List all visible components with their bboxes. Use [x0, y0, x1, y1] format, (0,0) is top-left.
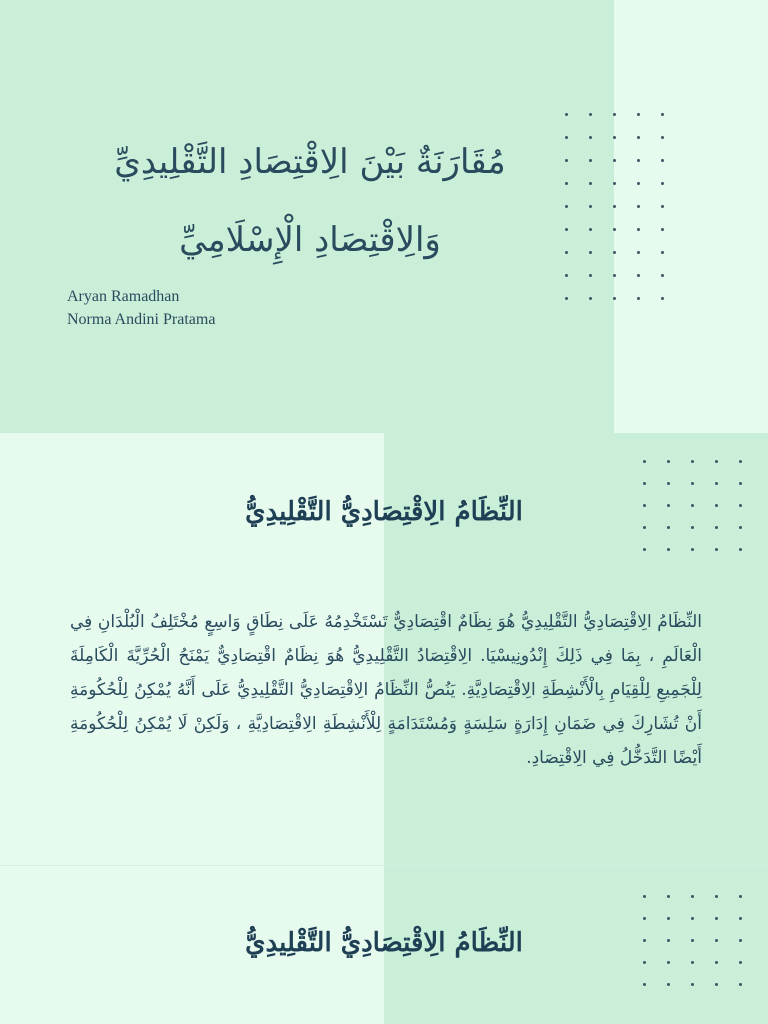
- decorative-dot: [613, 159, 616, 162]
- decorative-dot: [589, 228, 592, 231]
- decorative-dot: [565, 113, 568, 116]
- decorative-dot: [667, 961, 670, 964]
- decorative-dot: [739, 917, 742, 920]
- decorative-dot: [589, 274, 592, 277]
- decorative-dot: [637, 228, 640, 231]
- decorative-dot: [613, 228, 616, 231]
- decorative-dot: [643, 548, 646, 551]
- decorative-dot: [589, 297, 592, 300]
- decorative-dot: [637, 205, 640, 208]
- decorative-dot: [589, 182, 592, 185]
- decorative-dot: [613, 136, 616, 139]
- decorative-dot: [565, 228, 568, 231]
- decorative-dot: [715, 917, 718, 920]
- decorative-dot: [589, 113, 592, 116]
- decorative-dot: [667, 895, 670, 898]
- section-1-paragraph: النِّظَامُ الِاقْتِصَادِيُّ التَّقْلِيدِيُّ هُوَ نِظَامٌ اقْتِصَادِيٌّ تَسْتَخْدِمُهُ عَلَى نِطَاقٍ وَاسِعٍ مُخْتَلِفُ الْبُلْدَانِ فِي الْعَالَمِ ، بِمَا فِي ذَلِكَ إِنْدُونِيسْيَا. الِاقْتِصَادُ التَّقْلِيدِيُّ هُوَ نِظَامٌ اقْتِصَادِيٌّ يَمْنَحُ الْحُرِّيَّةَ الْكَامِلَةَ لِلْجَمِيعِ لِلْقِيَامِ بِالْأَنْشِطَةِ الِاقْتِصَادِيَّةِ. يَنُصُّ النِّظَامُ الِاقْتِصَادِيُّ التَّقْلِيدِيُّ عَلَى أَنَّهُ يُمْكِنُ لِلْحُكُومَةِ أَنْ تُشَارِكَ فِي ضَمَانِ إِدَارَةٍ سَلِسَةٍ وَمُسْتَدَامَةٍ لِلْأَنْشِطَةِ الِاقْتِصَادِيَّةِ ، وَلَكِنْ لَا يُمْكِنُ لِلْحُكُومَةِ أَيْضًا التَّدَخُّلُ فِي الِاقْتِصَادِ.: [70, 612, 702, 768]
- decorative-dot: [739, 895, 742, 898]
- decorative-dot: [637, 182, 640, 185]
- decorative-dot: [715, 482, 718, 485]
- decorative-dot: [667, 548, 670, 551]
- decorative-dot: [565, 297, 568, 300]
- decorative-dot: [667, 983, 670, 986]
- decorative-dot: [667, 460, 670, 463]
- decorative-dot: [637, 251, 640, 254]
- decorative-dot: [589, 136, 592, 139]
- decorative-dot: [643, 460, 646, 463]
- decorative-dot: [691, 917, 694, 920]
- decorative-dot: [691, 983, 694, 986]
- decorative-dot: [739, 548, 742, 551]
- decorative-dot: [643, 895, 646, 898]
- decorative-dot: [613, 205, 616, 208]
- decorative-dot: [661, 274, 664, 277]
- section-1-heading: النِّظَامُ الِاقْتِصَادِيُّ التَّقْلِيدِيُّ: [245, 497, 523, 527]
- decorative-dot: [715, 548, 718, 551]
- decorative-dot: [643, 482, 646, 485]
- decorative-dot: [637, 113, 640, 116]
- author-name: Aryan Ramadhan: [67, 288, 180, 305]
- decorative-dot: [739, 482, 742, 485]
- decorative-dot: [613, 274, 616, 277]
- decorative-dot: [691, 460, 694, 463]
- decorative-dot: [613, 297, 616, 300]
- decorative-dot: [661, 297, 664, 300]
- decorative-dot: [667, 482, 670, 485]
- decorative-dot: [667, 917, 670, 920]
- decorative-dot: [565, 205, 568, 208]
- cover-title-line-2: وَالِاقْتِصَادِ الْإِسْلَامِيِّ: [179, 220, 441, 260]
- decorative-dot: [643, 961, 646, 964]
- decorative-dot: [613, 251, 616, 254]
- cover-dot-pattern: [565, 113, 664, 300]
- decorative-dot: [661, 251, 664, 254]
- decorative-dot: [565, 159, 568, 162]
- section-2-heading: النِّظَامُ الِاقْتِصَادِيُّ التَّقْلِيدِيُّ: [245, 928, 523, 958]
- decorative-dot: [565, 274, 568, 277]
- decorative-dot: [589, 251, 592, 254]
- decorative-dot: [715, 460, 718, 463]
- decorative-dot: [565, 136, 568, 139]
- decorative-dot: [643, 917, 646, 920]
- decorative-dot: [643, 983, 646, 986]
- author-name: Norma Andini Pratama: [67, 311, 216, 328]
- decorative-dot: [637, 297, 640, 300]
- decorative-dot: [739, 961, 742, 964]
- decorative-dot: [661, 205, 664, 208]
- decorative-dot: [661, 182, 664, 185]
- decorative-dot: [589, 159, 592, 162]
- decorative-dot: [715, 983, 718, 986]
- decorative-dot: [691, 548, 694, 551]
- decorative-dot: [739, 983, 742, 986]
- decorative-dot: [739, 460, 742, 463]
- decorative-dot: [637, 136, 640, 139]
- decorative-dot: [715, 895, 718, 898]
- decorative-dot: [661, 228, 664, 231]
- decorative-dot: [613, 182, 616, 185]
- decorative-dot: [715, 961, 718, 964]
- decorative-dot: [661, 136, 664, 139]
- decorative-dot: [691, 961, 694, 964]
- decorative-dot: [589, 205, 592, 208]
- decorative-dot: [637, 274, 640, 277]
- section-divider: [0, 865, 768, 866]
- decorative-dot: [637, 159, 640, 162]
- decorative-dot: [691, 482, 694, 485]
- decorative-dot: [565, 251, 568, 254]
- decorative-dot: [661, 159, 664, 162]
- decorative-dot: [613, 113, 616, 116]
- decorative-dot: [661, 113, 664, 116]
- cover-title-line-1: مُقَارَنَةٌ بَيْنَ الِاقْتِصَادِ التَّقْلِيدِيِّ: [114, 142, 506, 182]
- decorative-dot: [565, 182, 568, 185]
- cover-background: [0, 0, 614, 433]
- decorative-dot: [691, 895, 694, 898]
